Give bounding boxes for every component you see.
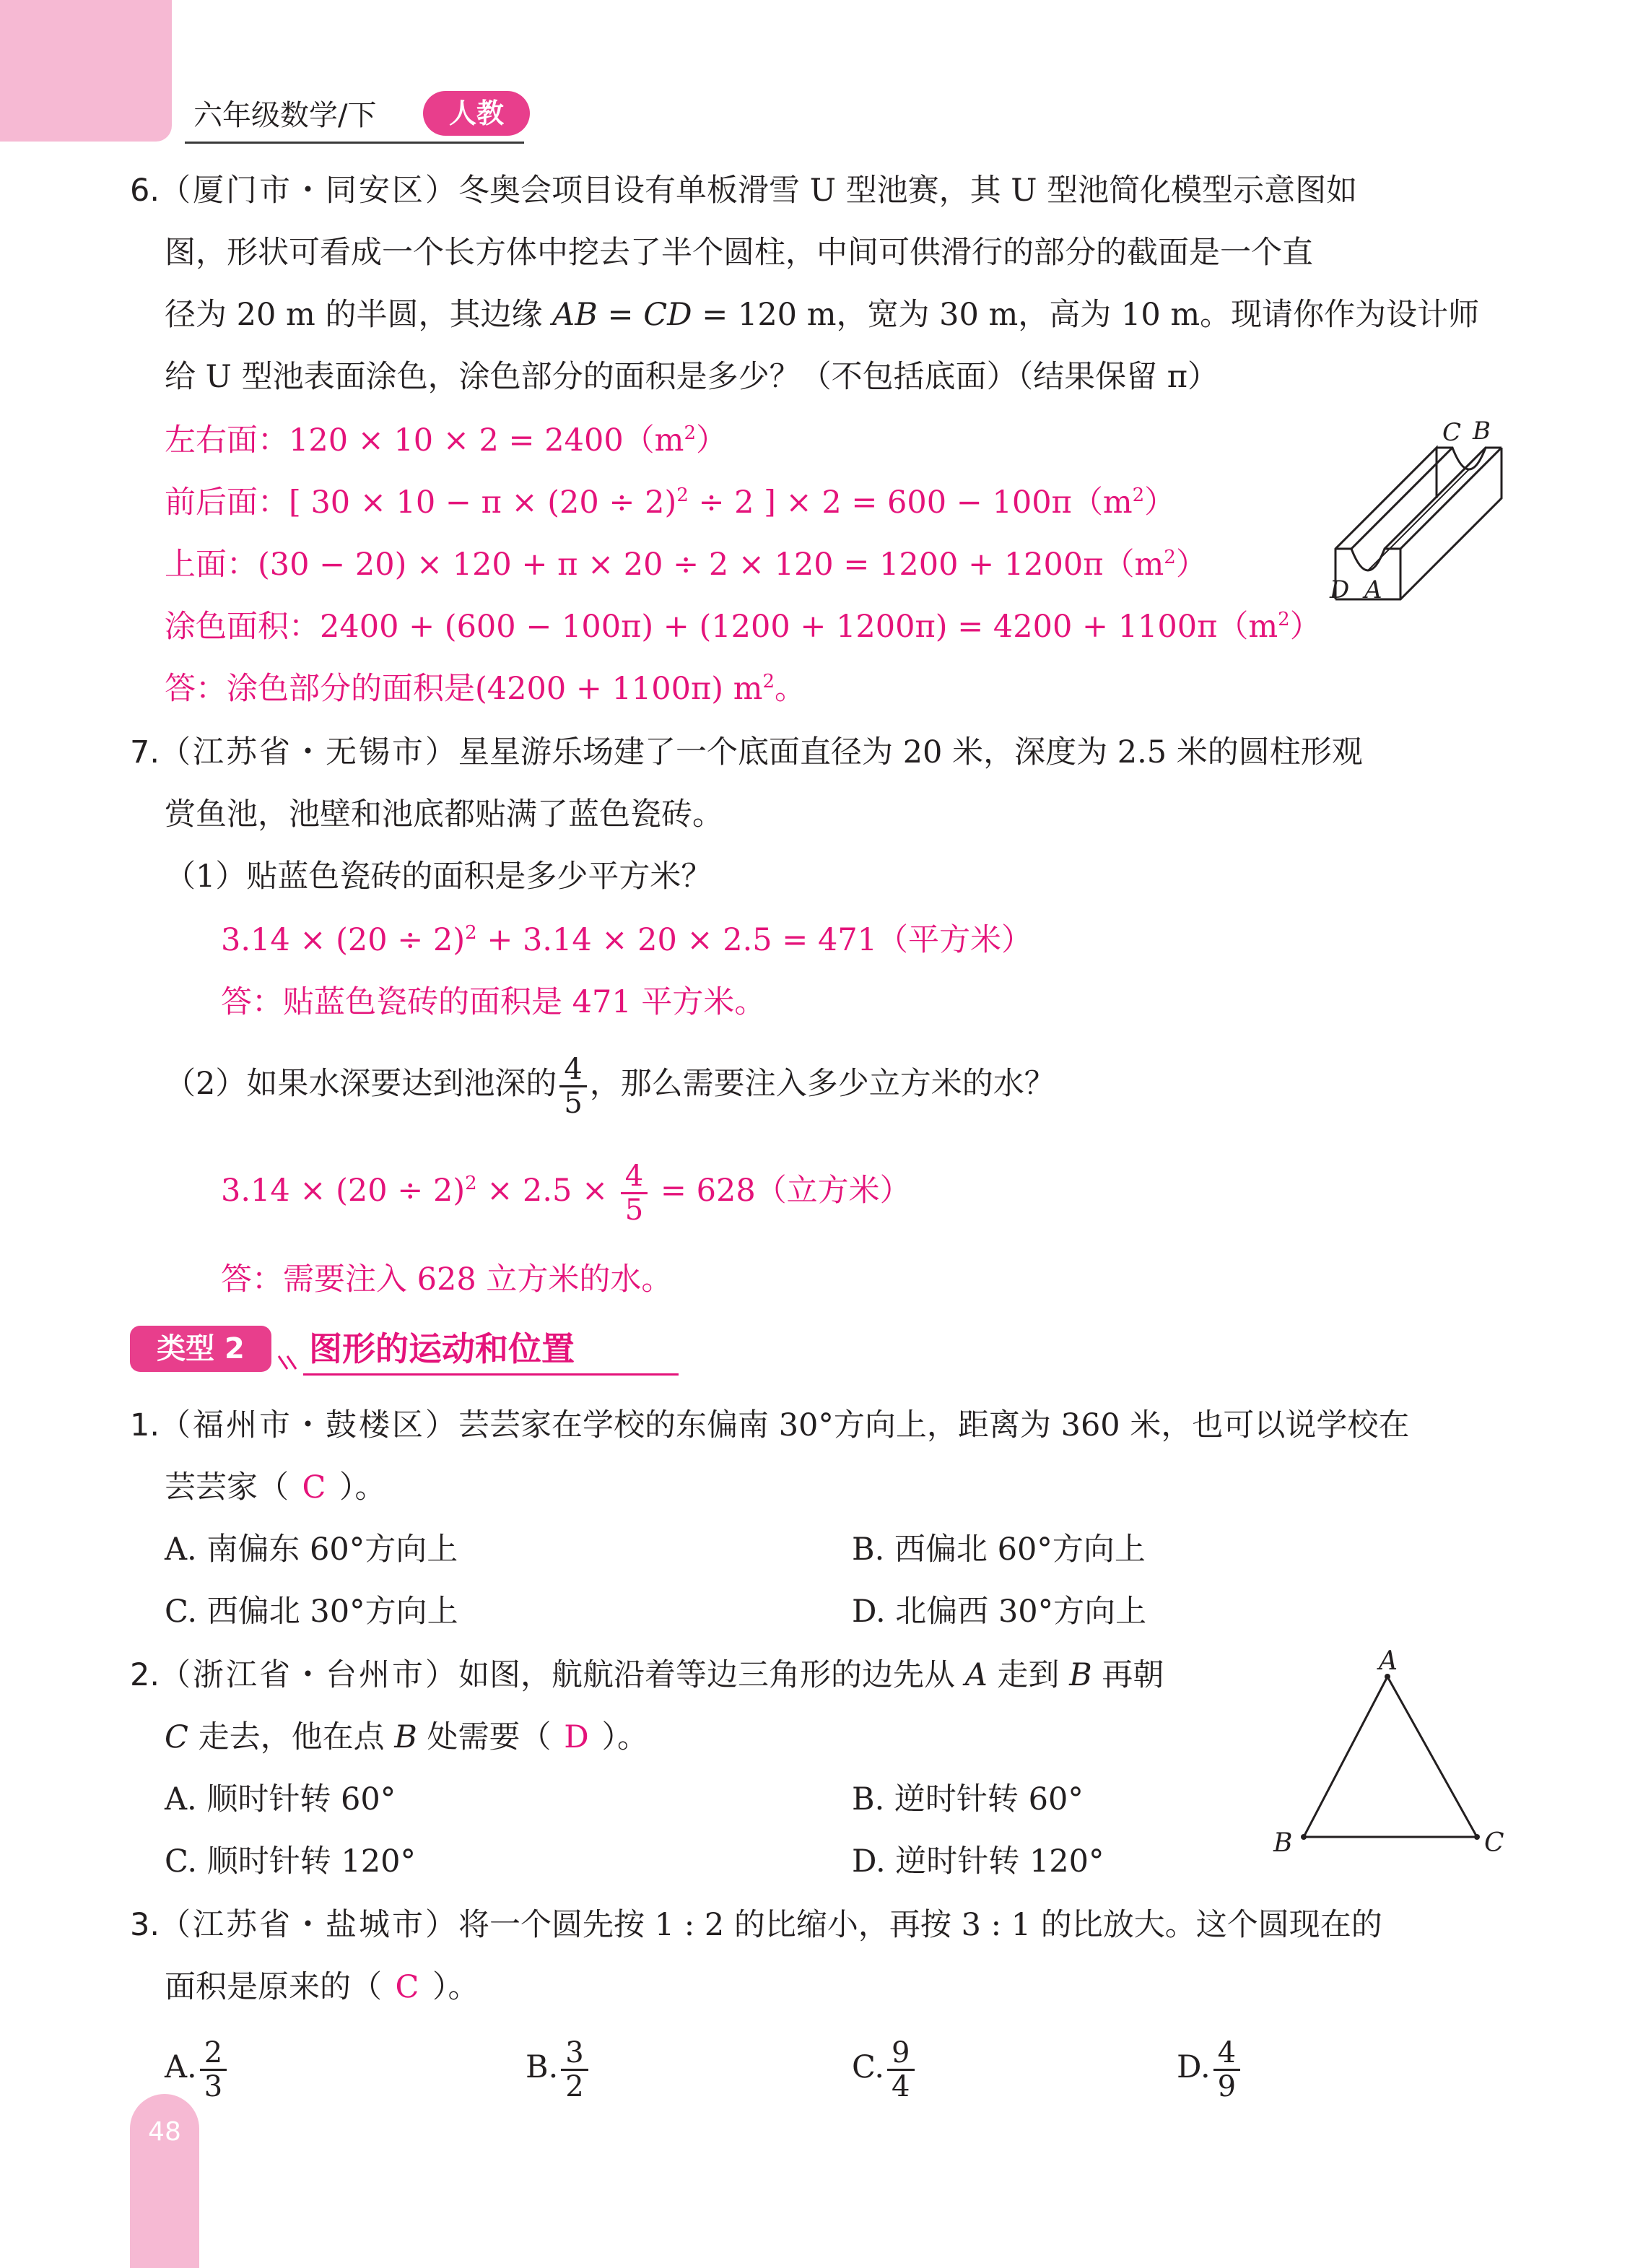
option-label: C.	[852, 2049, 885, 2085]
q6-solution-2	[165, 481, 1175, 524]
q7-line-1	[130, 731, 1363, 774]
denominator: 4	[892, 2069, 910, 2103]
pool-bottom-line	[1368, 469, 1469, 570]
text: =	[597, 297, 644, 333]
option-label: B.	[526, 2049, 559, 2085]
label-b: B	[1273, 1828, 1293, 1858]
text: 前后面：[ 30 × 10 − π × (20 ÷ 2)	[165, 485, 677, 521]
superscript: 2	[465, 922, 477, 944]
fraction	[621, 1160, 648, 1226]
q6-solution-4	[165, 605, 1321, 648]
text: ）。	[339, 1469, 386, 1506]
numerator: 4	[1213, 2037, 1240, 2071]
var-b: B	[394, 1719, 417, 1755]
option-c	[852, 2028, 918, 2107]
q6-solution-1	[165, 419, 727, 462]
section-underline	[303, 1373, 679, 1376]
fraction	[1213, 2037, 1240, 2103]
numerator: 4	[621, 1160, 648, 1194]
corner-tab	[0, 0, 172, 142]
label-d: D	[1330, 575, 1350, 604]
label-a: A	[1379, 1646, 1398, 1676]
text: = 628（立方米）	[650, 1173, 911, 1209]
answer-slot: D	[564, 1719, 589, 1755]
t2-line-1	[130, 1654, 1164, 1697]
denominator: 5	[624, 1193, 644, 1227]
numerator: 3	[561, 2037, 588, 2071]
question-source: （厦门市・同安区）	[160, 173, 459, 209]
q7-part-2	[165, 1044, 1055, 1124]
text: × 2.5 ×	[476, 1173, 618, 1209]
var-ab: AB	[552, 297, 598, 333]
text: + 3.14 × 20 × 2.5 = 471（平方米）	[476, 922, 1033, 958]
fraction	[887, 2037, 914, 2103]
numerator: 4	[559, 1053, 586, 1087]
superscript: 2	[1164, 547, 1176, 568]
text: 走到	[987, 1657, 1070, 1693]
t3-line-2	[165, 1965, 479, 2009]
q6-line-1	[130, 169, 1357, 212]
question-text: 星星游乐场建了一个底面直径为 20 米，深度为 2.5 米的圆柱形观	[458, 734, 1363, 770]
option-b	[526, 2028, 591, 2107]
option-d: D. 逆时针转 120°	[852, 1843, 1104, 1880]
denominator: 5	[564, 1086, 583, 1120]
text: 再朝	[1091, 1657, 1164, 1693]
q7-part-2-answer: 答：需要注入 628 立方米的水。	[221, 1261, 673, 1298]
q6-line-2: 图，形状可看成一个长方体中挖去了半个圆柱，中间可供滑行的部分的截面是一个直	[165, 235, 1313, 271]
text: ）	[1289, 609, 1321, 645]
option-b: B. 西偏北 60°方向上	[852, 1531, 1146, 1568]
label-c: C	[1484, 1828, 1504, 1858]
q7-part-2-solution	[221, 1151, 911, 1230]
q7-part-1-solution	[221, 918, 1032, 962]
option-d: D. 北偏西 30°方向上	[852, 1594, 1147, 1630]
u-pool-figure	[1321, 419, 1538, 621]
text: ÷ 2 ] × 2 = 600 − 100π（m	[688, 485, 1133, 521]
section-title: 图形的运动和位置	[309, 1329, 575, 1368]
t3-line-1	[130, 1903, 1382, 1947]
triangle-figure	[1263, 1646, 1509, 1863]
text: 如图，航航沿着等边三角形的边先从	[458, 1657, 965, 1693]
denominator: 9	[1217, 2069, 1237, 2103]
point-b	[1301, 1834, 1307, 1840]
q6-line-4: 给 U 型池表面涂色，涂色部分的面积是多少？（不包括底面）（结果保留 π）	[165, 359, 1219, 395]
text: 3.14 × (20 ÷ 2)	[221, 1173, 466, 1209]
text: ，那么需要注入多少立方米的水？	[589, 1066, 1055, 1102]
text: ）	[1144, 485, 1176, 521]
section-deco-icon	[276, 1352, 305, 1373]
option-b: B. 逆时针转 60°	[852, 1781, 1084, 1817]
text: 涂色面积：2400 + (600 − 100π) + (1200 + 1200π) = 4200 + 1100π（m	[165, 609, 1278, 645]
text: 走去，他在点	[188, 1719, 395, 1755]
t1-line-2	[165, 1466, 386, 1509]
text: 3.14 × (20 ÷ 2)	[221, 922, 466, 958]
text: 答：涂色部分的面积是(4200 + 1100π) m	[165, 671, 763, 707]
denominator: 2	[565, 2069, 584, 2103]
t2-line-2	[165, 1716, 648, 1759]
superscript: 2	[465, 1173, 477, 1194]
option-label: D.	[1177, 2049, 1211, 2085]
text: 处需要（	[417, 1719, 552, 1755]
label-a: A	[1364, 575, 1382, 604]
q6-solution-3	[165, 543, 1207, 586]
label-b: B	[1473, 419, 1491, 446]
var-c: C	[165, 1719, 188, 1755]
denominator: 3	[204, 2069, 223, 2103]
numerator: 2	[200, 2037, 227, 2071]
q6-answer	[165, 667, 806, 711]
type-badge: 类型 2	[130, 1326, 271, 1372]
point-c	[1474, 1834, 1480, 1840]
q6-line-3	[165, 293, 1479, 336]
numerator: 9	[887, 2037, 914, 2071]
option-c: C. 西偏北 30°方向上	[165, 1594, 458, 1630]
header-title: 六年级数学/下	[193, 99, 377, 132]
question-number: 7.	[130, 734, 160, 770]
superscript: 2	[762, 671, 775, 692]
q7-part-1: （1）贴蓝色瓷砖的面积是多少平方米？	[165, 859, 712, 895]
text: （2）如果水深要达到池深的	[165, 1066, 557, 1102]
question-text: 将一个圆先按 1 : 2 的比缩小，再按 3 : 1 的比放大。这个圆现在的	[458, 1907, 1382, 1943]
text: 径为 20 m 的半圆，其边缘	[165, 297, 553, 333]
superscript: 2	[684, 422, 696, 444]
text: 左右面：120 × 10 × 2 = 2400（m	[165, 422, 684, 459]
equilateral-triangle	[1304, 1677, 1477, 1837]
text: 面积是原来的（	[165, 1969, 382, 2005]
fraction	[200, 2037, 227, 2103]
question-text: 芸芸家在学校的东偏南 30°方向上，距离为 360 米，也可以说学校在	[458, 1407, 1410, 1443]
pool-left-wall	[1335, 448, 1437, 599]
var-a: A	[964, 1657, 988, 1693]
option-a: A. 顺时针转 60°	[165, 1781, 396, 1817]
page-number: 48	[148, 2117, 181, 2147]
fraction	[559, 1053, 586, 1119]
text: 。	[775, 671, 806, 707]
q7-line-2: 赏鱼池，池壁和池底都贴满了蓝色瓷砖。	[165, 796, 723, 833]
superscript: 2	[1278, 609, 1290, 630]
question-text: 冬奥会项目设有单板滑雪 U 型池赛，其 U 型池简化模型示意图如	[458, 173, 1358, 209]
text: ）。	[601, 1719, 649, 1755]
superscript: 2	[676, 485, 689, 506]
t1-line-1	[130, 1404, 1409, 1447]
pool-front-arc	[1335, 549, 1400, 570]
option-c: C. 顺时针转 120°	[165, 1843, 416, 1880]
text: ）	[696, 422, 727, 459]
var-b: B	[1069, 1657, 1092, 1693]
question-number: 1.	[130, 1407, 160, 1443]
question-source: （浙江省・台州市）	[160, 1657, 459, 1693]
text: ）	[1175, 547, 1207, 583]
fraction	[561, 2037, 588, 2103]
answer-slot: C	[302, 1469, 326, 1506]
option-d	[1177, 2028, 1243, 2107]
q7-part-1-answer: 答：贴蓝色瓷砖的面积是 471 平方米。	[221, 984, 766, 1020]
text: 芸芸家（	[165, 1469, 289, 1506]
question-source: （江苏省・盐城市）	[160, 1907, 459, 1943]
text: 上面：(30 − 20) × 120 + π × 20 ÷ 2 × 120 = 1200 + 1200π（m	[165, 547, 1164, 583]
option-a: A. 南偏东 60°方向上	[165, 1531, 458, 1568]
question-source: （福州市・鼓楼区）	[160, 1407, 459, 1443]
var-cd: CD	[643, 297, 692, 333]
text: = 120 m，宽为 30 m，高为 10 m。现请你作为设计师	[692, 297, 1480, 333]
question-source: （江苏省・无锡市）	[160, 734, 459, 770]
question-number: 6.	[130, 173, 160, 209]
superscript: 2	[1132, 485, 1145, 506]
question-number: 2.	[130, 1657, 160, 1693]
header-divider	[185, 142, 524, 144]
label-c: C	[1442, 419, 1462, 447]
option-label: A.	[165, 2049, 197, 2085]
edition-badge: 人教	[423, 91, 530, 136]
text: ）。	[432, 1969, 479, 2005]
answer-slot: C	[395, 1969, 419, 2005]
question-number: 3.	[130, 1907, 160, 1943]
